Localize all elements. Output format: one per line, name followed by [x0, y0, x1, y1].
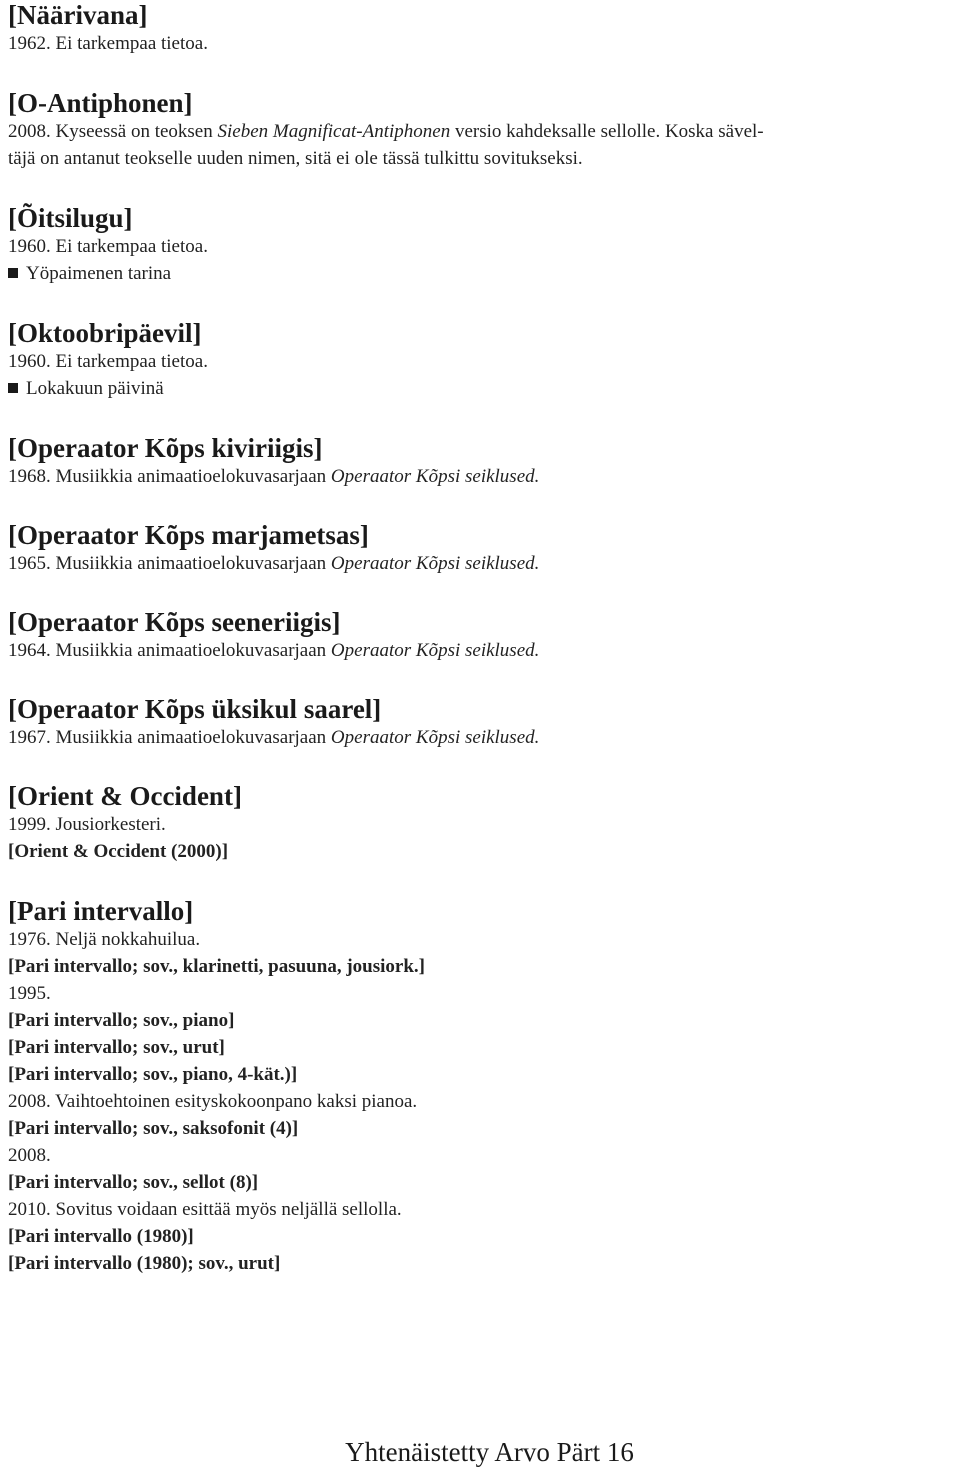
entry-title: [Näärivana]	[8, 0, 148, 30]
entry-note	[8, 637, 952, 664]
entry-note	[8, 463, 952, 490]
arrangement-title: [Pari intervallo; sov., piano, 4-kät.)]	[8, 1064, 298, 1085]
arrangement-title: [Pari intervallo; sov., piano]	[8, 1010, 235, 1031]
entry-title: [Oktoobripäevil]	[8, 318, 202, 348]
entry-note: 1995.	[8, 983, 51, 1004]
note-text: 1965. Musiikkia animaatioelokuvasarjaan	[8, 553, 331, 574]
entry-note: 2008.	[8, 1145, 51, 1166]
work-title-italic: Operaator Kõpsi seiklused.	[330, 553, 540, 574]
work-title-italic: Operaator Kõpsi seiklused.	[330, 727, 540, 748]
entry-operaator-kops-marjametsas	[8, 520, 952, 577]
cross-reference[interactable]	[8, 260, 952, 287]
square-bullet-icon	[8, 268, 18, 278]
entry-note: 1960. Ei tarkempaa tietoa.	[8, 351, 208, 372]
arrangement-title: [Pari intervallo; sov., urut]	[8, 1037, 225, 1058]
entry-note: 1999. Jousiorkesteri.	[8, 814, 166, 835]
entry-title: [Operaator Kõps seeneriigis]	[8, 607, 341, 637]
arrangement-title: [Pari intervallo; sov., saksofonit (4)]	[8, 1118, 299, 1139]
entry-title: [O-Antiphonen]	[8, 88, 193, 118]
note-text: 1964. Musiikkia animaatioelokuvasarjaan	[8, 640, 331, 661]
cross-reference-label: Lokakuun päivinä	[26, 378, 164, 399]
note-text: 1968. Musiikkia animaatioelokuvasarjaan	[8, 466, 331, 487]
note-text: versio kahdeksalle sellolle. Koska sävel-	[450, 121, 764, 142]
entry-title: [Operaator Kõps kiviriigis]	[8, 433, 323, 463]
entry-note: 1960. Ei tarkempaa tietoa.	[8, 236, 208, 257]
entry-note: 2010. Sovitus voidaan esittää myös neljällä sellolla.	[8, 1199, 402, 1220]
arrangement-title: [Pari intervallo; sov., klarinetti, pasuuna, jousiork.]	[8, 956, 425, 977]
work-title-italic: Operaator Kõpsi seiklused.	[330, 640, 540, 661]
arrangement-title: [Pari intervallo (1980); sov., urut]	[8, 1253, 281, 1274]
entry-note: 1962. Ei tarkempaa tietoa.	[8, 33, 208, 54]
entry-pari-intervallo	[8, 896, 952, 1277]
entry-oktoobripaevil	[8, 318, 952, 402]
entry-note: 1976. Neljä nokkahuilua.	[8, 929, 201, 950]
entry-naarivana	[8, 0, 952, 57]
entry-title: [Operaator Kõps üksikul saarel]	[8, 694, 382, 724]
arrangement-title: [Pari intervallo (1980)]	[8, 1226, 194, 1247]
entry-note	[8, 724, 952, 751]
work-title-italic: Sieben Magnificat-Antiphonen	[217, 121, 451, 142]
entry-note	[8, 550, 952, 577]
entry-o-antiphonen	[8, 88, 952, 172]
entry-note	[8, 118, 952, 145]
entry-note: täjä on antanut teokselle uuden nimen, sitä ei ole tässä tulkittu sovitukseksi.	[8, 148, 583, 169]
arrangement-title: [Orient & Occident (2000)]	[8, 841, 229, 862]
entry-orient-occident	[8, 781, 952, 865]
entry-title: [Orient & Occident]	[8, 781, 242, 811]
entry-title: [Pari intervallo]	[8, 896, 194, 926]
entry-title: [Õitsilugu]	[8, 203, 133, 233]
cross-reference-label: Yöpaimenen tarina	[26, 263, 172, 284]
page-footer: Yhtenäistetty Arvo Pärt 16	[345, 1437, 634, 1467]
note-text: 1967. Musiikkia animaatioelokuvasarjaan	[8, 727, 331, 748]
cross-reference[interactable]	[8, 375, 952, 402]
entry-oitsilugu	[8, 203, 952, 287]
square-bullet-icon	[8, 383, 18, 393]
note-text: 2008. Kyseessä on teoksen	[8, 121, 218, 142]
entry-operaator-kops-uksikul-saarel	[8, 694, 952, 751]
entry-note: 2008. Vaihtoehtoinen esityskokoonpano kaksi pianoa.	[8, 1091, 418, 1112]
entry-operaator-kops-seeneriigis	[8, 607, 952, 664]
entry-operaator-kops-kiviriigis	[8, 433, 952, 490]
work-title-italic: Operaator Kõpsi seiklused.	[330, 466, 540, 487]
arrangement-title: [Pari intervallo; sov., sellot (8)]	[8, 1172, 259, 1193]
document-page	[8, 0, 952, 1277]
entry-title: [Operaator Kõps marjametsas]	[8, 520, 369, 550]
